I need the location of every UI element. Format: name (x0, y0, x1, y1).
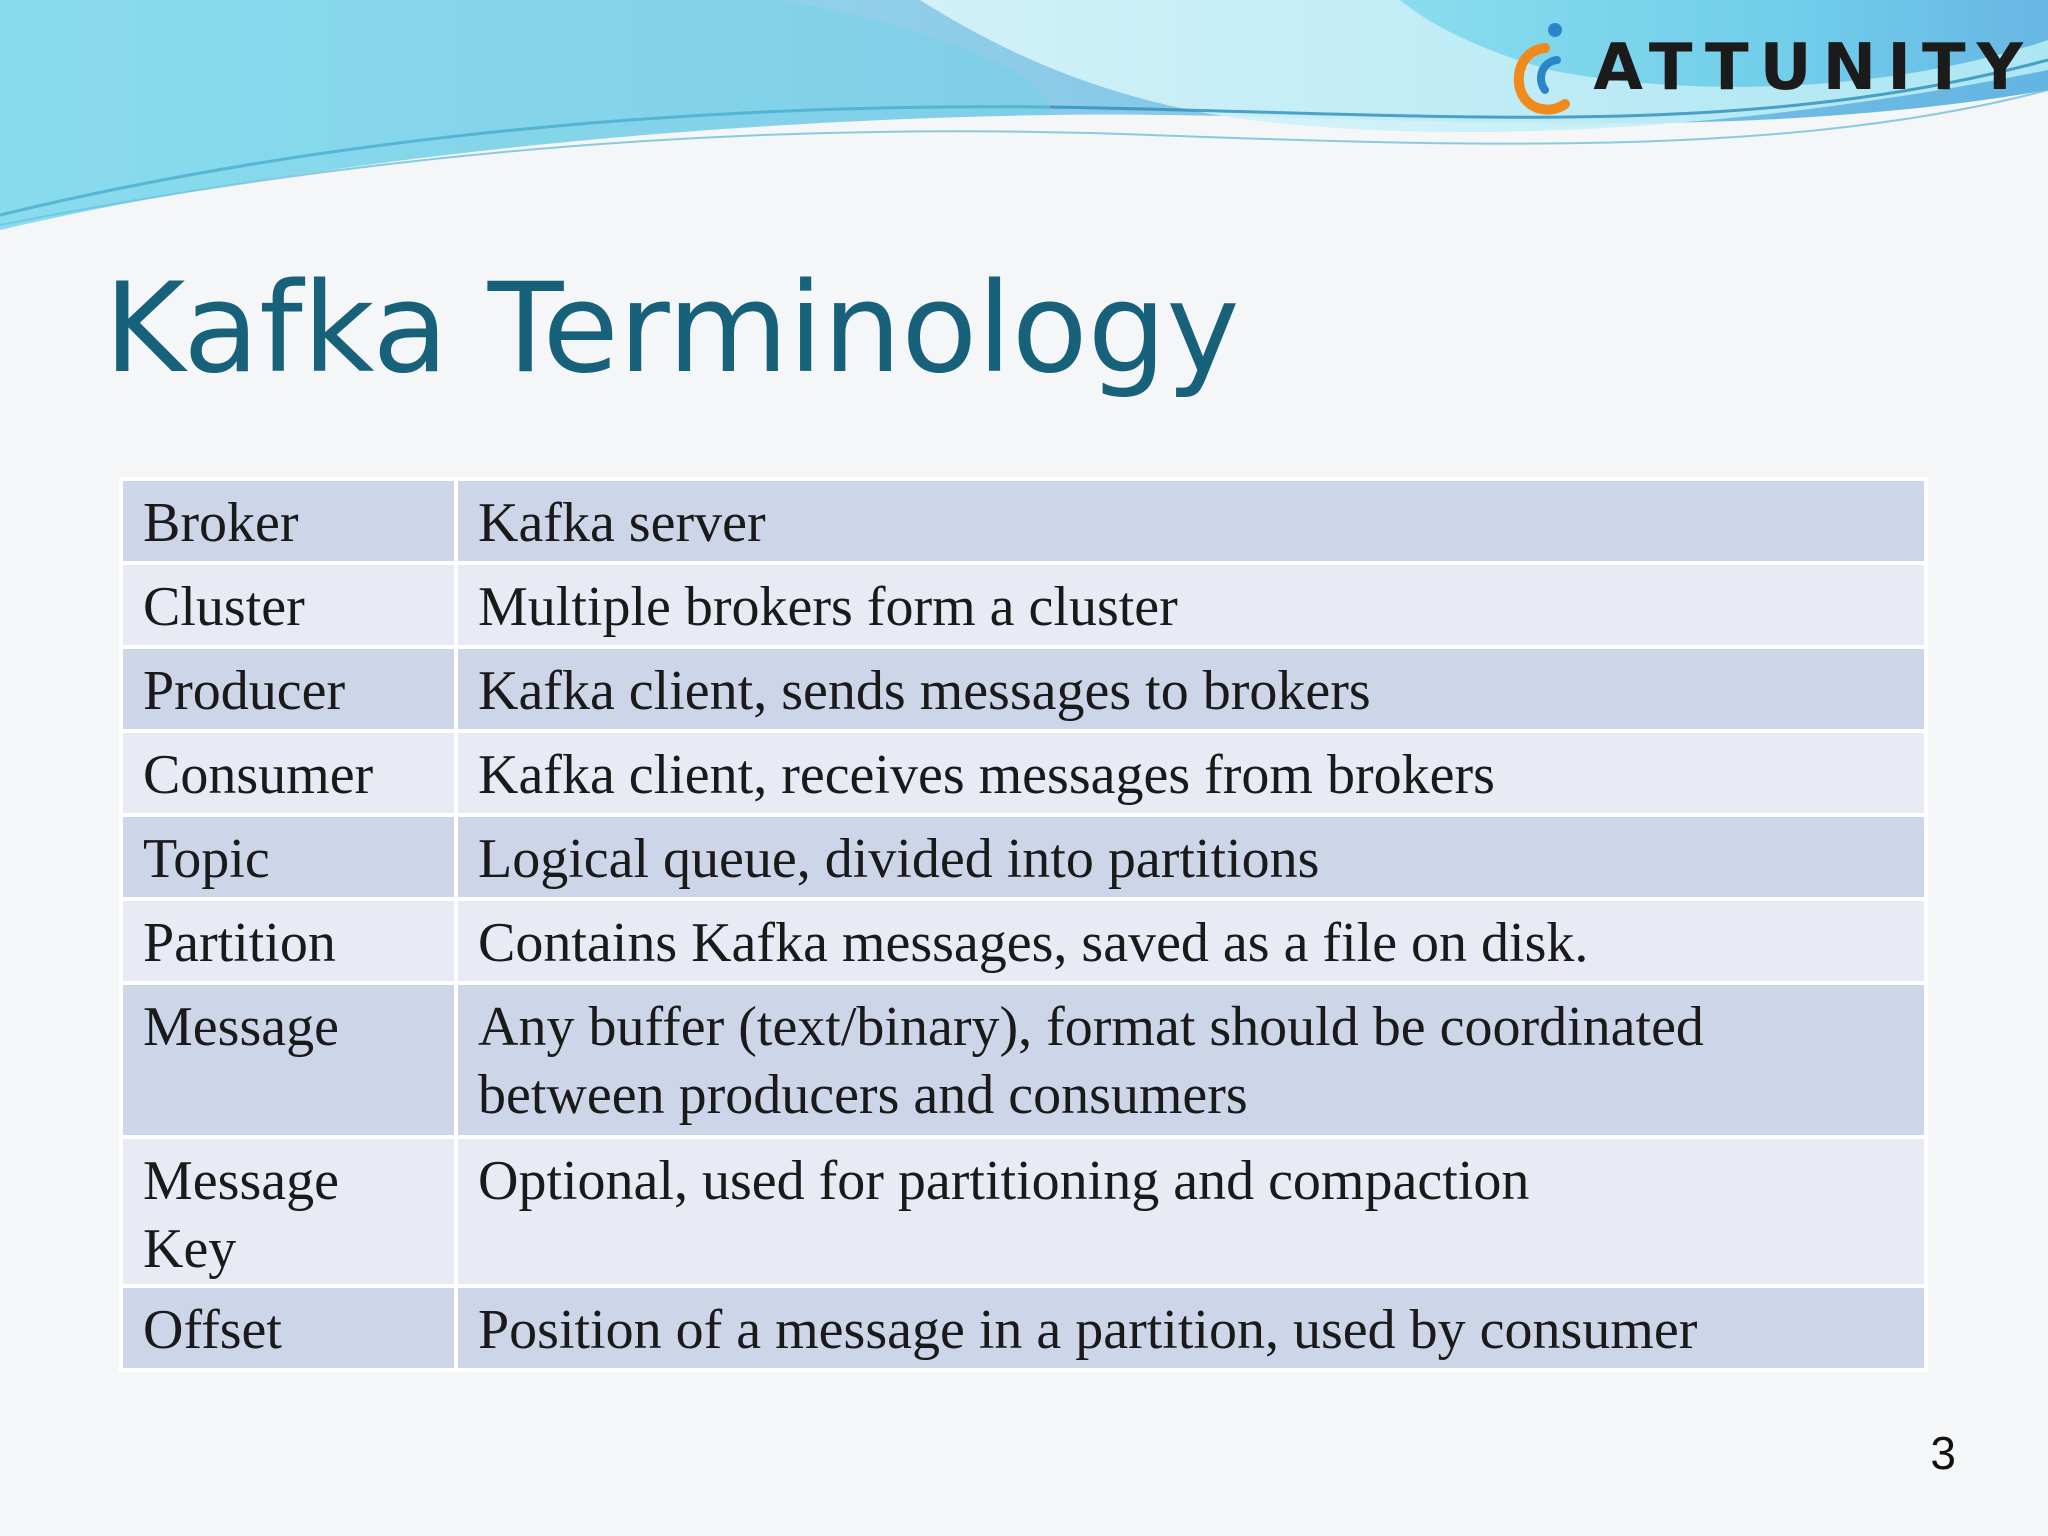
definition-cell: Contains Kafka messages, saved as a file on disk. (456, 899, 1926, 983)
terminology-table (119, 477, 1928, 1372)
term-cell: Cluster (121, 563, 456, 647)
term-cell: Message Key (121, 1137, 456, 1286)
table-row (121, 815, 1926, 899)
definition-cell: Kafka client, receives messages from brokers (456, 731, 1926, 815)
term-cell: Offset (121, 1286, 456, 1370)
table-row (121, 1286, 1926, 1370)
table-row (121, 1137, 1926, 1286)
table-row (121, 647, 1926, 731)
term-cell: Broker (121, 479, 456, 563)
table-row (121, 563, 1926, 647)
term-cell: Consumer (121, 731, 456, 815)
table-row (121, 899, 1926, 983)
attunity-logo-icon (1501, 18, 1581, 118)
logo-text: ATTUNITY (1593, 31, 2034, 105)
definition-cell: Any buffer (text/binary), format should be coordinated between producers and consumers (456, 983, 1926, 1137)
definition-cell: Multiple brokers form a cluster (456, 563, 1926, 647)
table-row (121, 731, 1926, 815)
definition-cell: Kafka client, sends messages to brokers (456, 647, 1926, 731)
term-cell: Topic (121, 815, 456, 899)
definition-cell: Optional, used for partitioning and compaction (456, 1137, 1926, 1286)
term-cell: Partition (121, 899, 456, 983)
term-cell: Message (121, 983, 456, 1137)
definition-cell: Position of a message in a partition, used by consumer (456, 1286, 1926, 1370)
page-number: 3 (1930, 1427, 1956, 1479)
definition-cell: Kafka server (456, 479, 1926, 563)
term-cell: Producer (121, 647, 456, 731)
definition-cell: Logical queue, divided into partitions (456, 815, 1926, 899)
table-row (121, 479, 1926, 563)
table-row (121, 983, 1926, 1137)
attunity-logo (1501, 18, 2034, 118)
page-title: Kafka Terminology (104, 257, 1240, 401)
